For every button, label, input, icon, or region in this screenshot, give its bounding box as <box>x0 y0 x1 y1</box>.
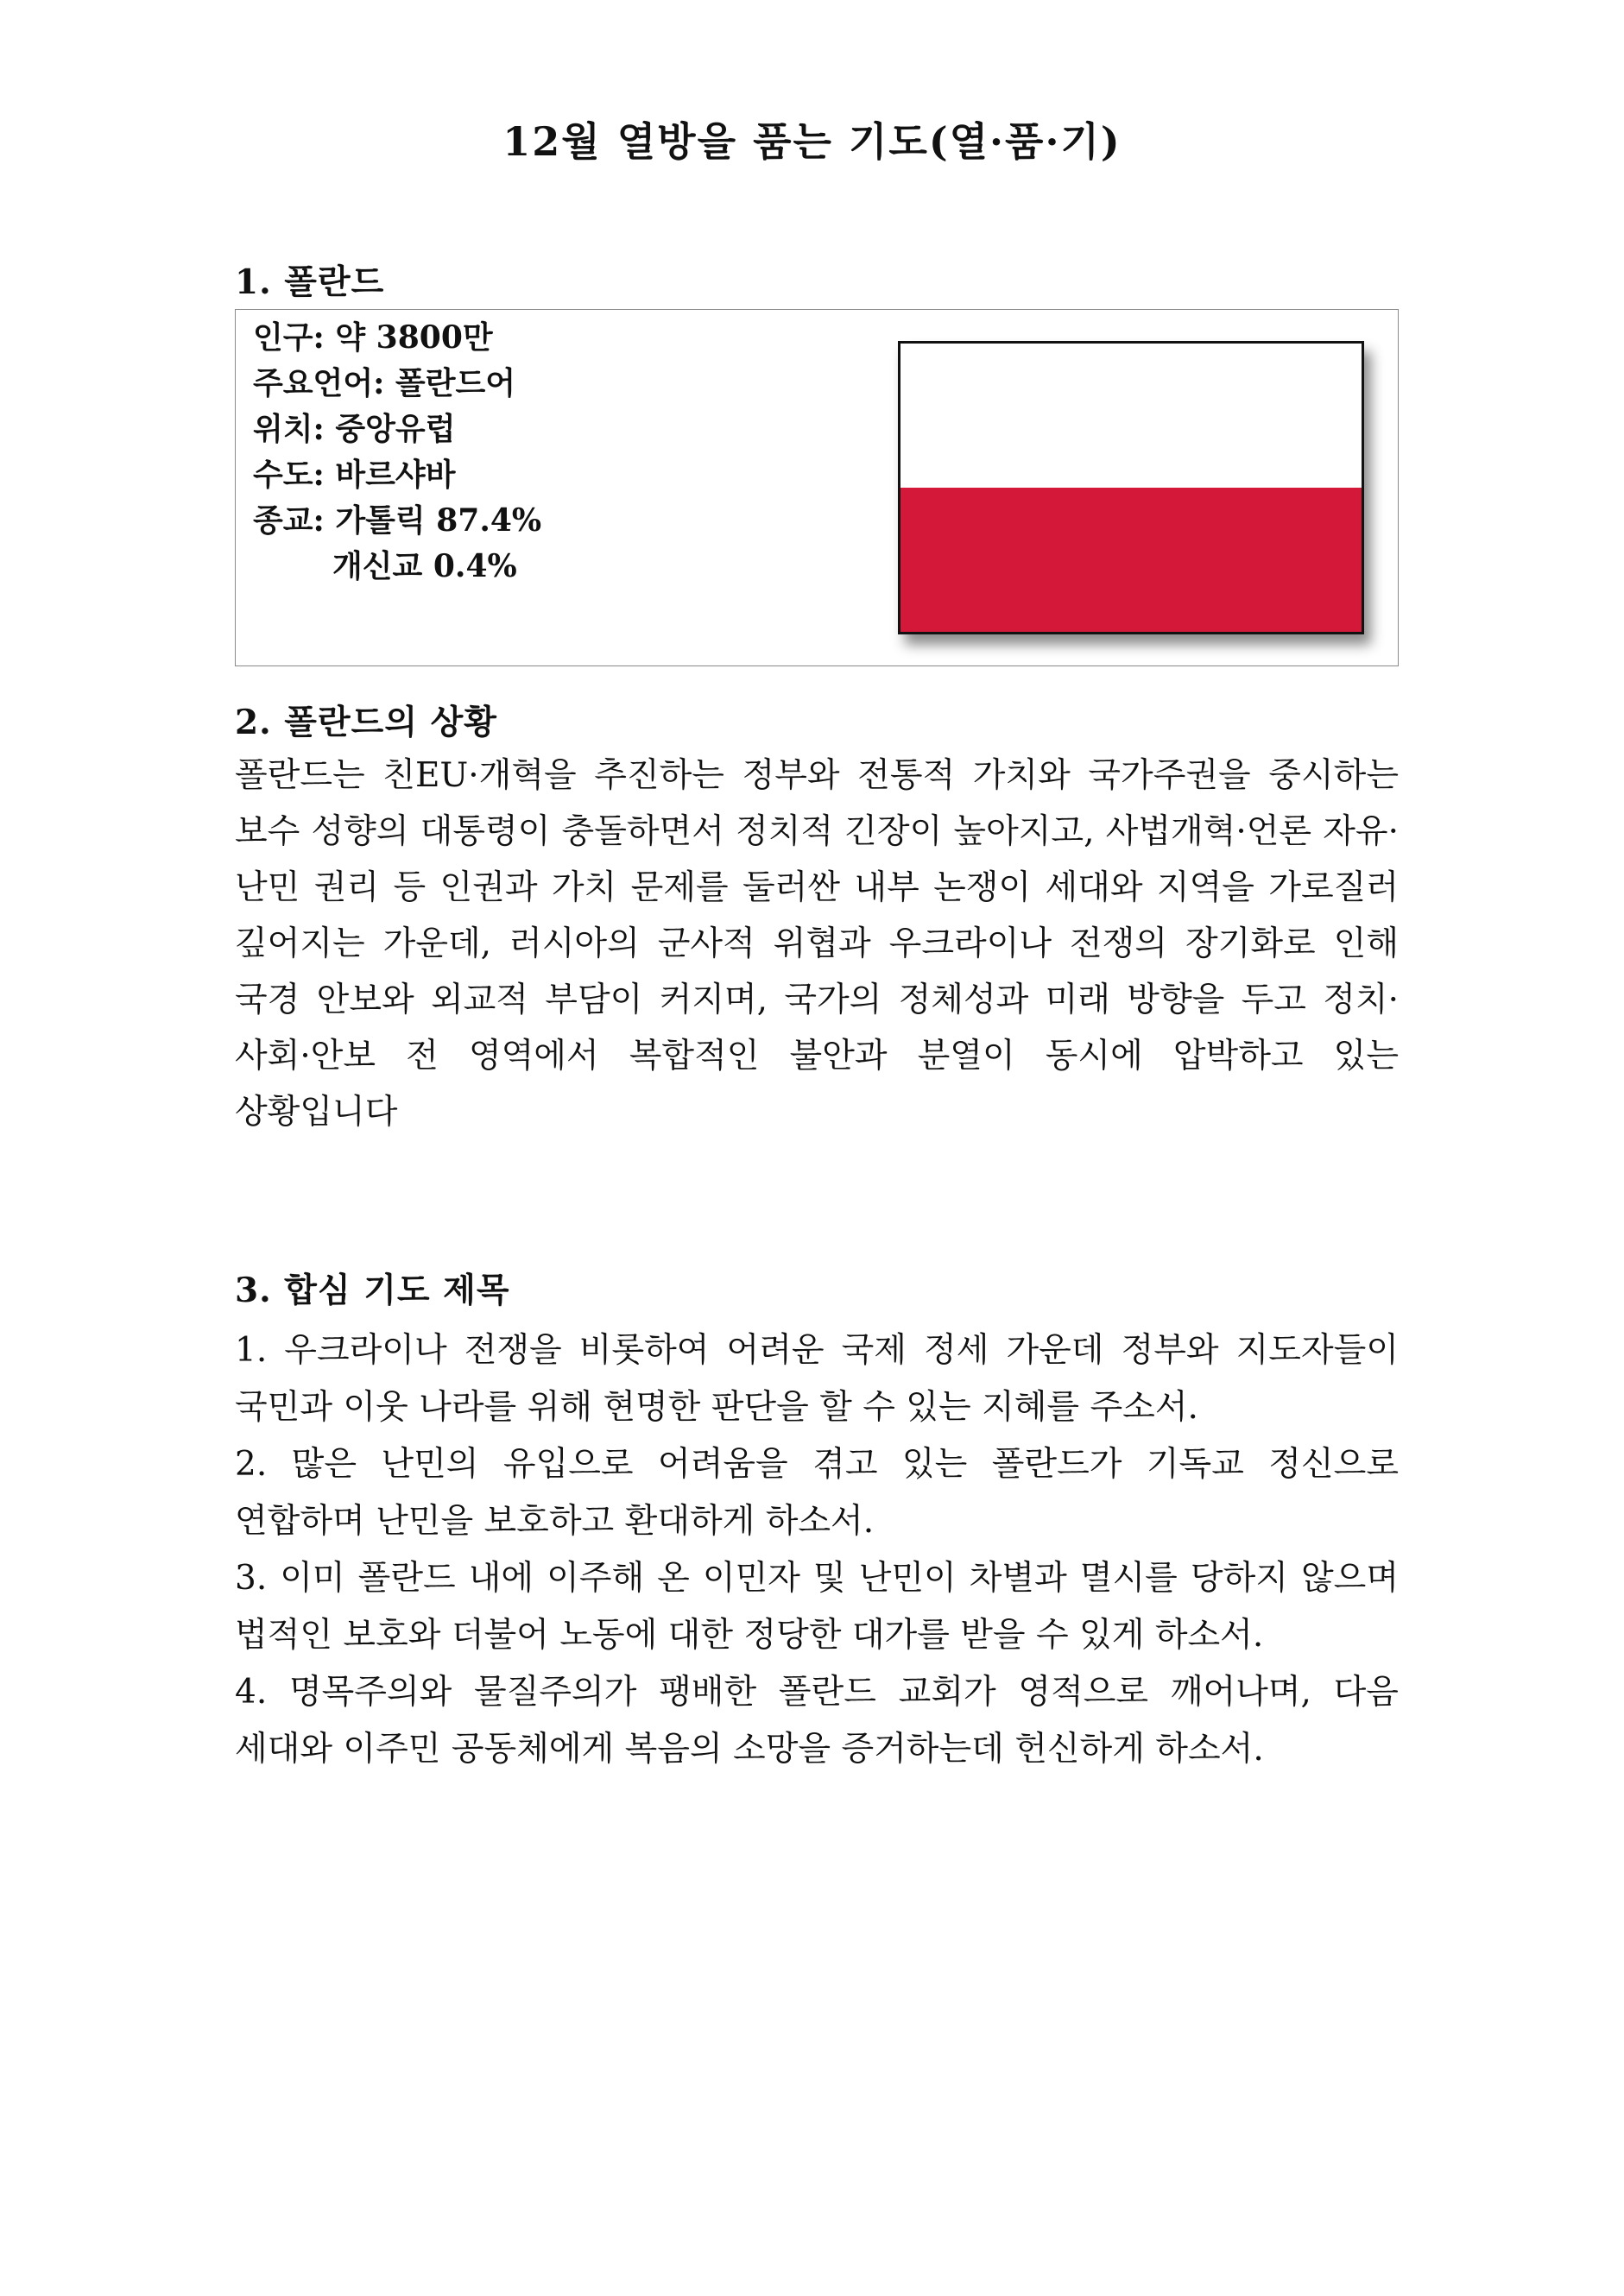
prayer-item-4: 4. 명목주의와 물질주의가 팽배한 폴란드 교회가 영적으로 깨어나며, 다음 세대와 이주민 공동체에게 복음의 소망을 증거하는데 헌신하게 하소서. <box>235 1673 1399 1769</box>
prayer-list <box>235 1322 1399 1778</box>
flag-white-stripe <box>900 344 1362 488</box>
language-line: 주요언어: 폴란드어 <box>253 365 516 401</box>
population-line: 인구: 약 3800만 <box>253 319 493 356</box>
prayer-item-1: 1. 우크라이나 전쟁을 비롯하여 어려운 국제 정세 가운데 정부와 지도자들이 국민과 이웃 나라를 위해 현명한 판단을 할 수 있는 지혜를 주소서. <box>235 1331 1399 1427</box>
capital-line: 수도: 바르샤바 <box>253 457 456 493</box>
country-info-box <box>235 309 1399 666</box>
section-heading-situation: 2. 폴란드의 상황 <box>235 703 497 742</box>
flag-red-stripe <box>900 488 1362 632</box>
prayer-item-3: 3. 이미 폴란드 내에 이주해 온 이민자 및 난민이 차별과 멸시를 당하지 않으며 법적인 보호와 더불어 노동에 대한 정당한 대가를 받을 수 있게 하소서. <box>235 1559 1399 1655</box>
religion-protestant-row <box>253 544 541 590</box>
prayer-item-2: 2. 많은 난민의 유입으로 어려움을 겪고 있는 폴란드가 기독교 정신으로 연합하며 난민을 보호하고 환대하게 하소서. <box>235 1445 1399 1541</box>
section-heading-country: 1. 폴란드 <box>235 262 385 302</box>
religion-protestant-line: 개신교 0.4% <box>332 548 517 584</box>
poland-flag-icon <box>898 341 1364 634</box>
country-facts <box>253 315 541 590</box>
religion-catholic-line: 종교: 가톨릭 87.4% <box>253 502 542 539</box>
page-title: 12월 열방을 품는 기도(열·품·기) <box>502 118 1122 165</box>
section-heading-prayer: 3. 합심 기도 제목 <box>235 1271 510 1310</box>
location-line: 위치: 중앙유럽 <box>253 411 456 447</box>
situation-paragraph: 폴란드는 친EU·개혁을 추진하는 정부와 전통적 가치와 국가주권을 중시하는 보수 성향의 대통령이 충돌하면서 정치적 긴장이 높아지고, 사법개혁·언론 자유·난민 권리 등 인권과 가치 문제를 둘러싼 내부 논쟁이 세대와 지역을 가로질러 깊어지는 가운데, 러시아의 군사적 위협과 우크라이나 전쟁의 장기화로 인해 국경 안보와 외교적 부담이 커지며, 국가의 정체성과 미래 방향을 두고 정치·사회·안보 전 영역에서 복합적인 불안과 분열이 동시에 압박하고 있는 상황입니다 <box>235 756 1399 1132</box>
